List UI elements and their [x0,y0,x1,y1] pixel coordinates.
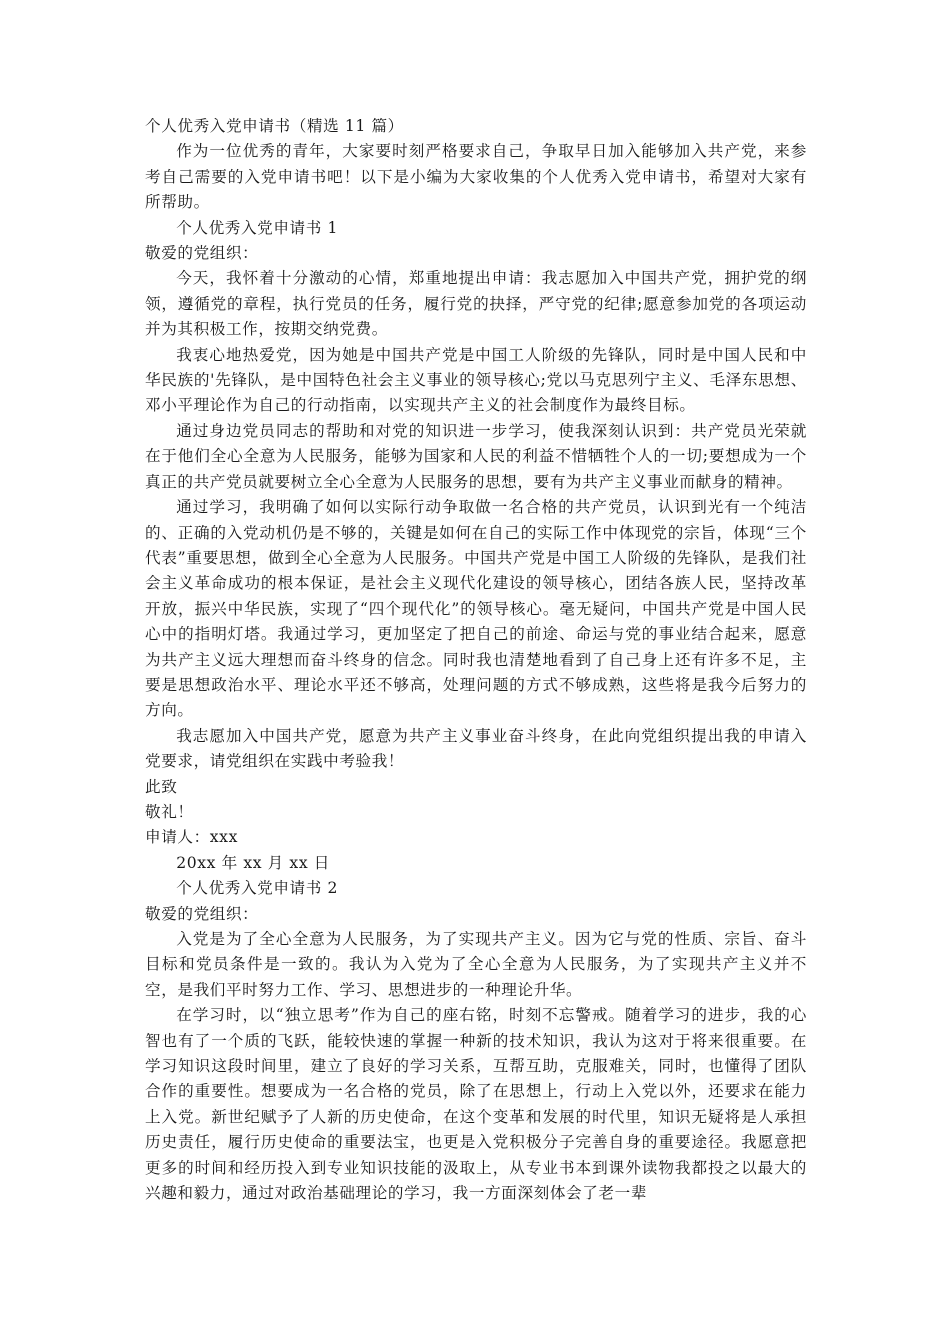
letter1-closing: 此致 [145,777,178,796]
letter2-salutation: 敬爱的党组织： [145,904,259,923]
letter1-heading: 个人优秀入党申请书 1 [176,218,339,237]
letter2-heading: 个人优秀入党申请书 2 [176,879,339,898]
intro-paragraph: 作为一位优秀的青年，大家要时刻严格要求自己，争取早日加入能够加入共产党，来参考自己需要的入党申请书吧！以下是小编为大家收集的个人优秀入党申请书，希望对大家有所帮助。 [145,142,807,212]
letter2-paragraph: 入党是为了全心全意为人民服务，为了实现共产主义。因为它与党的性质、宗旨、奋斗目标和党员条件是一致的。我认为入党为了全心全意为人民服务，为了实现共产主义并不空，是我们平时努力工作、学习、思想进步的一种理论升华。 [145,930,807,999]
letter1-paragraph: 通过身边党员同志的帮助和对党的知识进一步学习，使我深刻认识到：共产党员光荣就在于他们全心全意为人民服务，能够为国家和人民的利益不惜牺牲个人的一切;要想成为一个真正的共产党员就要树立全心全意为人民服务的思想，要有为共产主义事业而献身的精神。 [145,421,807,491]
letter1-applicant: 申请人：xxx [145,828,238,847]
letter1-paragraph: 我志愿加入中国共产党，愿意为共产主义事业奋斗终身，在此向党组织提出我的申请入党要求，请党组织在实践中考验我！ [145,726,807,771]
document-page [145,114,807,1206]
letter1-paragraph: 今天，我怀着十分激动的心情，郑重地提出申请：我志愿加入中国共产党，拥护党的纲领，遵循党的章程，执行党员的任务，履行党的抉择，严守党的纪律;愿意参加党的各项运动并为其积极工作，按期交纳党费。 [145,269,807,339]
letter2-paragraph: 在学习时，以“独立思考”作为自己的座右铭，时刻不忘警戒。随着学习的进步，我的心智也有了一个质的飞跃，能较快速的掌握一种新的技术知识，我认为这对于将来很重要。在学习知识这段时间里，建立了良好的学习关系，互帮互助，克服难关，同时，也懂得了团队合作的重要性。想要成为一名合格的党员，除了在思想上，行动上入党以外，还要求在能力上入党。新世纪赋予了人新的历史使命，在这个变革和发展的时代里，知识无疑将是人承担历史责任，履行历史使命的重要法宝，也更是入党积极分子完善自身的重要途径。我愿意把更多的时间和经历投入到专业知识技能的汲取上，从专业书本到课外读物我都投之以最大的兴趣和毅力，通过对政治基础理论的学习，我一方面深刻体会了老一辈 [145,1006,807,1203]
letter1-salute: 敬礼！ [145,802,194,821]
letter1-paragraph: 通过学习，我明确了如何以实际行动争取做一名合格的共产党员，认识到光有一个纯洁的、正确的入党动机仍是不够的，关键是如何在自己的实际工作中体现党的宗旨，体现“三个代表”重要思想，做到全心全意为人民服务。中国共产党是中国工人阶级的先锋队，是我们社会主义革命成功的根本保证，是社会主义现代化建设的领导核心，团结各族人民，坚持改革开放，振兴中华民族，实现了“四个现代化”的领导核心。毫无疑问，中国共产党是中国人民心中的指明灯塔。我通过学习，更加坚定了把自己的前途、命运与党的事业结合起来，愿意为共产主义远大理想而奋斗终身的信念。同时我也清楚地看到了自己身上还有许多不足，主要是思想政治水平、理论水平还不够高，处理问题的方式不够成熟，这些将是我今后努力的方向。 [145,498,807,720]
document-title: 个人优秀入党申请书（精选 11 篇） [145,117,404,135]
letter1-date: 20xx 年 xx 月 xx 日 [176,853,330,872]
letter1-paragraph: 我衷心地热爱党，因为她是中国共产党是中国工人阶级的先锋队，同时是中国人民和中华民族的'先锋队，是中国特色社会主义事业的领导核心;党以马克思列宁主义、毛泽东思想、邓小平理论作为自己的行动指南，以实现共产主义的社会制度作为最终目标。 [145,345,807,415]
letter1-salutation: 敬爱的党组织： [145,244,259,263]
